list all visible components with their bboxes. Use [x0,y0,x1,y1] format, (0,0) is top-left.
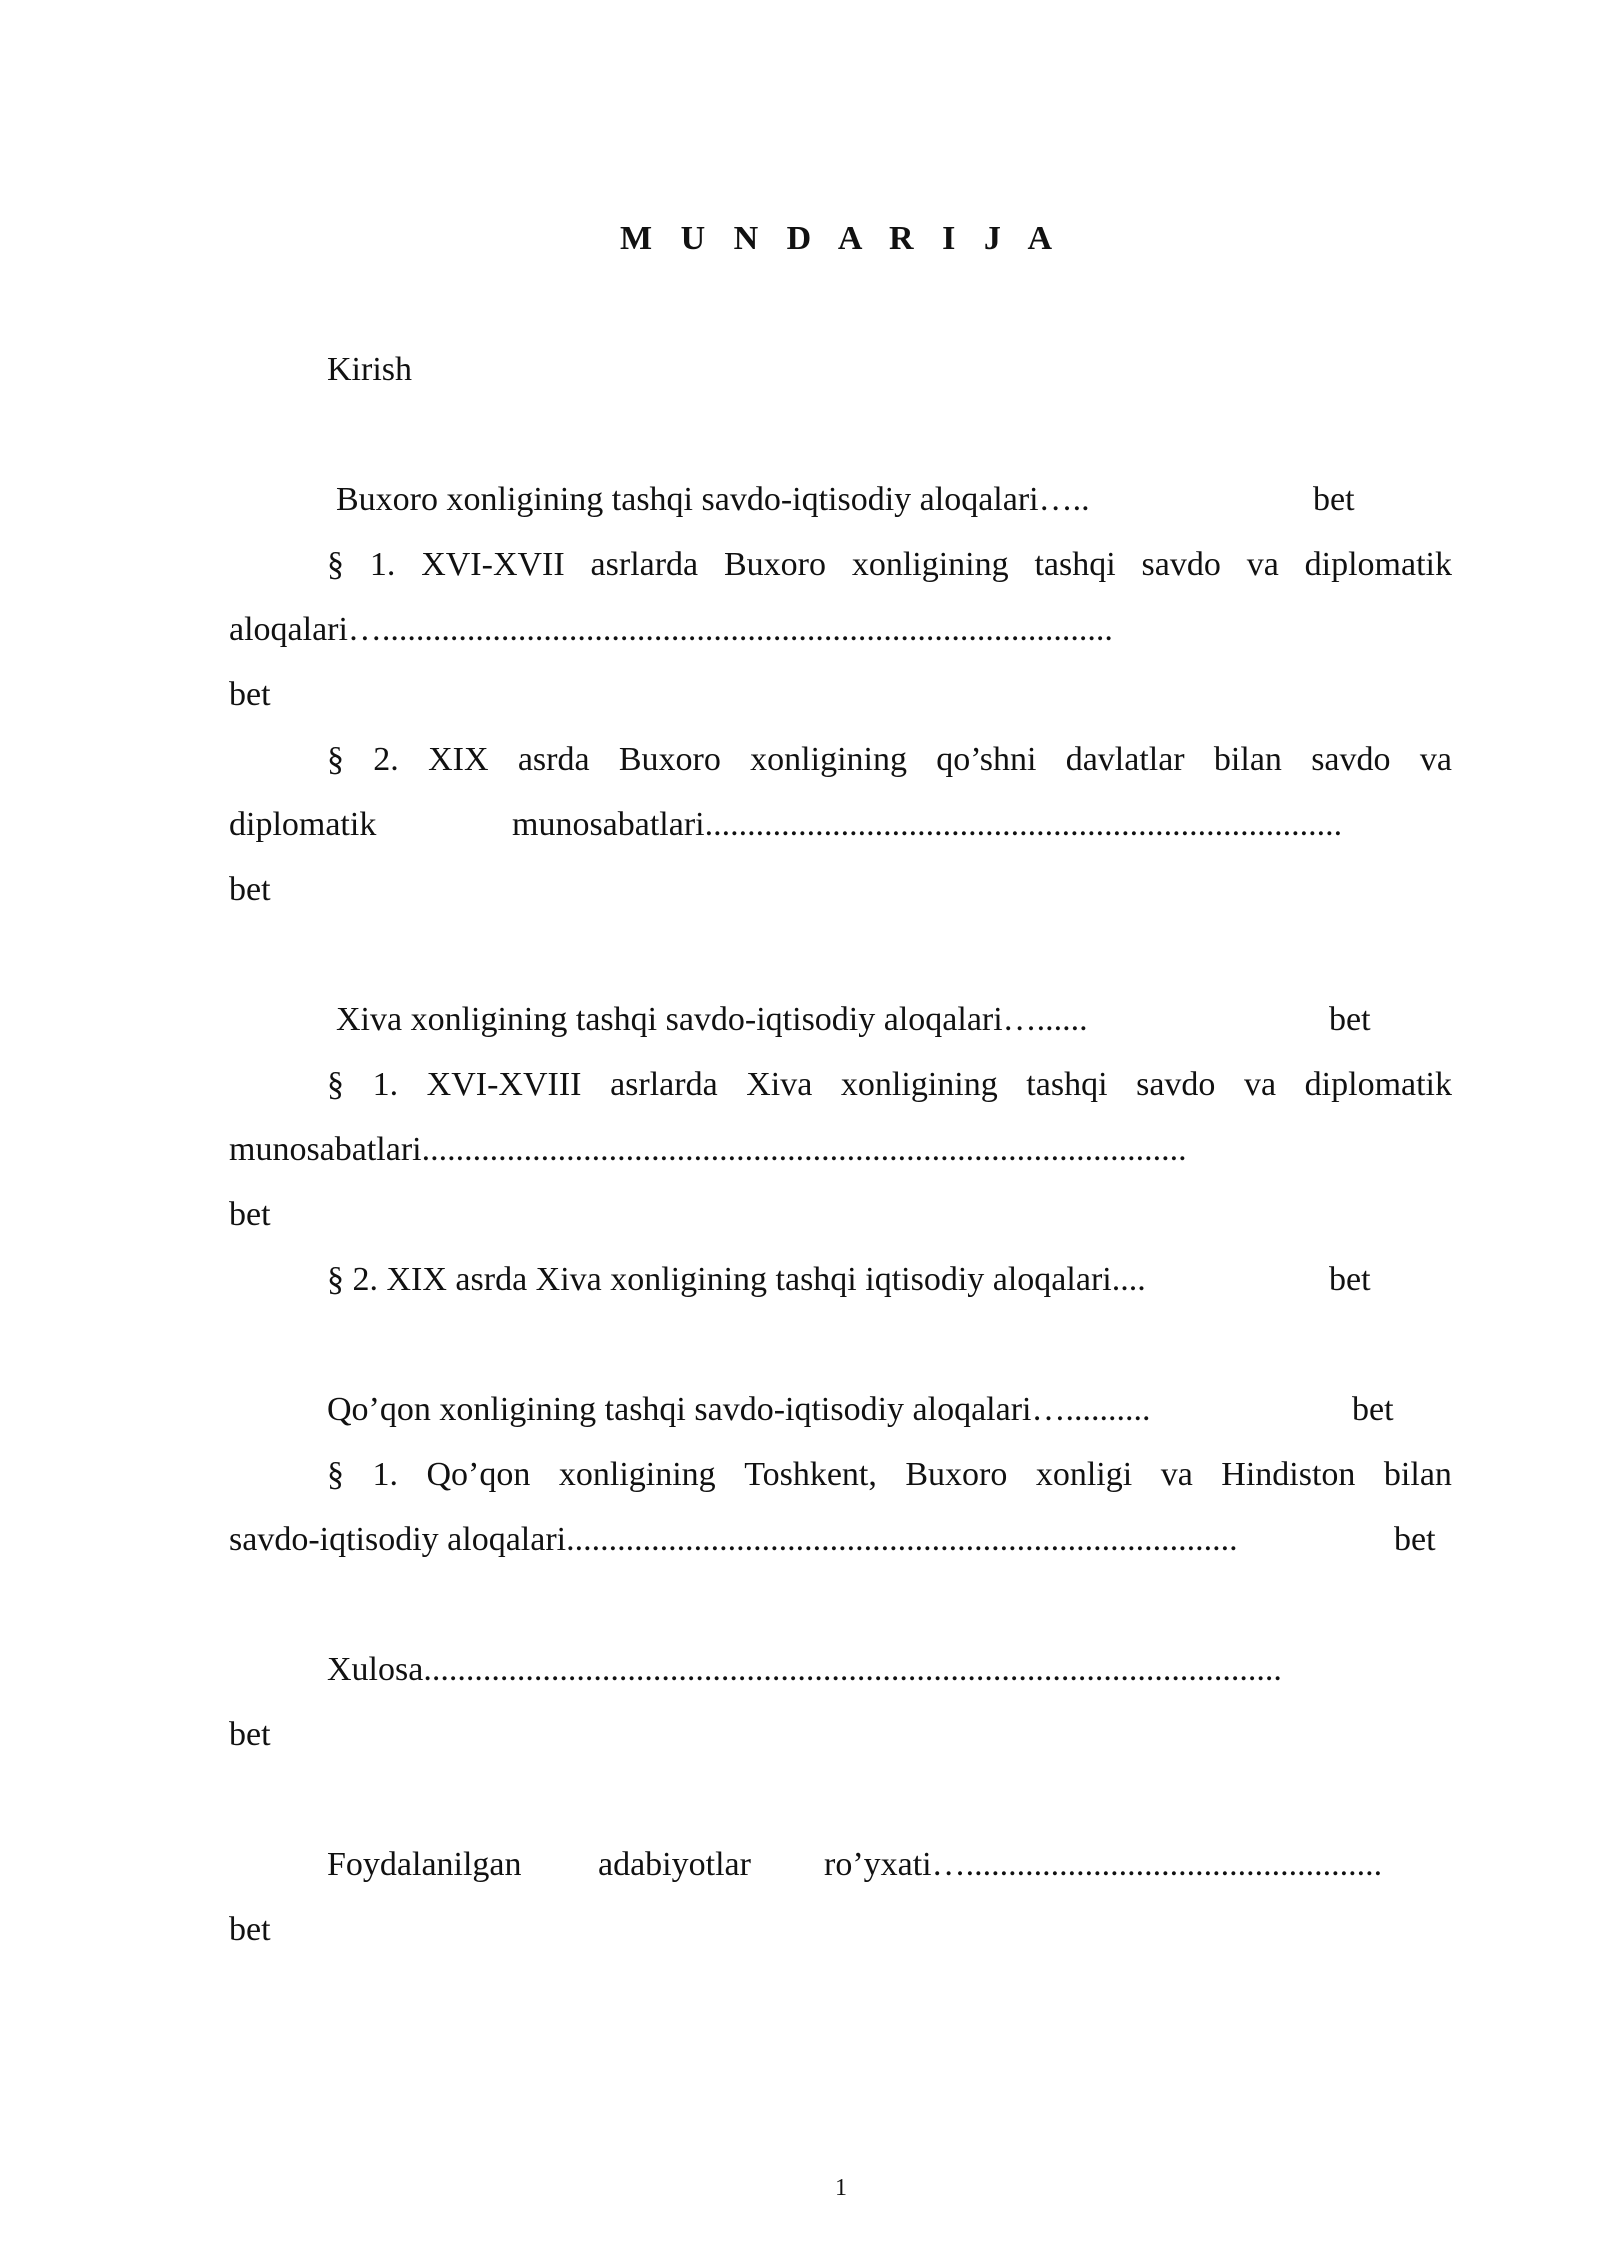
toc-section-1-1-line-1: § 1. XVI-XVII asrlarda Buxoro xonligining tashqi savdo va diplomatik [327,546,1452,583]
toc-section-2-1-line-1: § 1. XVI-XVIII asrlarda Xiva xonligining tashqi savdo va diplomatik [327,1066,1452,1103]
toc-section-1-2-page: bet [229,871,271,908]
toc-section-2-1-page: bet [229,1196,271,1233]
toc-section-1-2-line-1: § 2. XIX asrda Buxoro xonligining qo’shni davlatlar bilan savdo va [327,741,1452,778]
toc-chapter-2-label: Xiva xonligining tashqi savdo-iqtisodiy aloqalari…...... [336,1001,1088,1038]
toc-conclusion-page: bet [229,1716,271,1753]
toc-references-page: bet [229,1911,271,1948]
toc-chapter-3-label: Qo’qon xonligining tashqi savdo-iqtisodiy aloqalari….......... [327,1391,1151,1428]
page-number: 1 [835,2175,847,2201]
toc-section-1-2-line-2a: diplomatik [229,806,377,843]
toc-references-word-3: ro’yxati…................................................. [824,1846,1383,1883]
toc-chapter-1-label: Buxoro xonligining tashqi savdo-iqtisodiy aloqalari….. [336,481,1090,518]
toc-references-word-1: Foydalanilgan [327,1846,522,1883]
toc-section-2-1-line-2: munosabatlari.......................................................................................... [229,1131,1187,1168]
toc-chapter-3-page: bet [1352,1391,1394,1428]
toc-conclusion-label: Xulosa..................................................................................................... [327,1651,1282,1688]
toc-section-1-1-page: bet [229,676,271,713]
toc-references-word-2: adabiyotlar [598,1846,751,1883]
toc-section-3-1-page: bet [1394,1521,1436,1558]
page-title: M U N D A R I J A [619,220,1063,257]
toc-intro: Kirish [327,351,412,388]
toc-section-1-2-line-2b: munosabatlari........................................................................... [512,806,1343,843]
toc-section-3-1-line-2: savdo-iqtisodiy aloqalari............................................................................... [229,1521,1238,1558]
toc-section-1-1-line-2: aloqalari…...................................................................................... [229,611,1113,648]
toc-section-3-1-line-1: § 1. Qo’qon xonligining Toshkent, Buxoro xonligi va Hindiston bilan [327,1456,1452,1493]
toc-section-2-2-label: § 2. XIX asrda Xiva xonligining tashqi iqtisodiy aloqalari.... [327,1261,1146,1298]
toc-chapter-1-page: bet [1313,481,1355,518]
toc-section-2-2-page: bet [1329,1261,1371,1298]
toc-chapter-2-page: bet [1329,1001,1371,1038]
